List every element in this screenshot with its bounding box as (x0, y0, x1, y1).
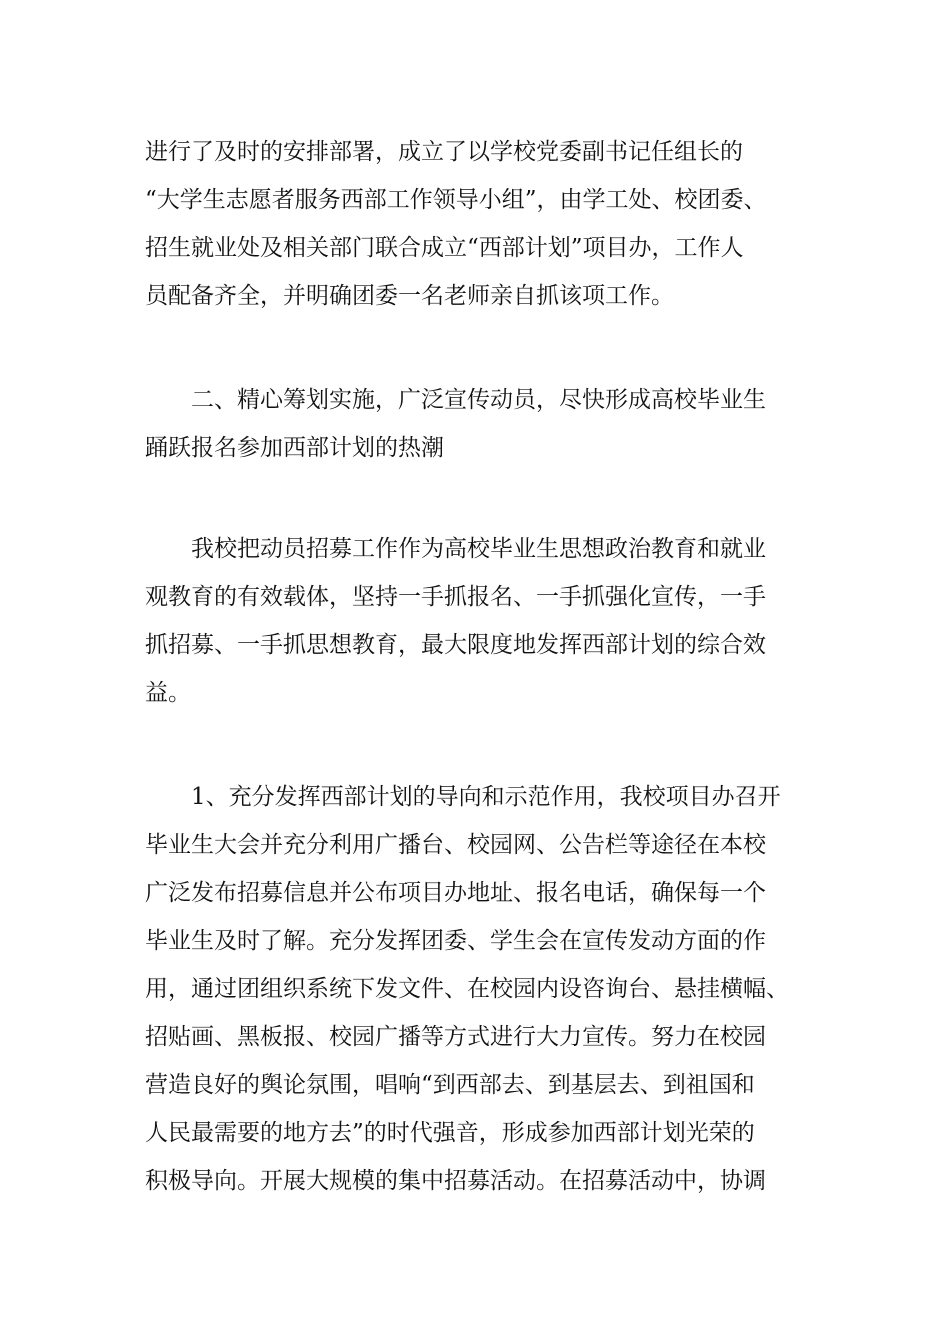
paragraph-line: 广泛发布招募信息并公布项目办地址、报名电话，确保每一个 (145, 880, 766, 906)
paragraph-line: 用，通过团组织系统下发文件、在校园内设咨询台、悬挂横幅、 (145, 976, 789, 1002)
paragraph-3 (145, 525, 815, 717)
heading-line: 踊跃报名参加西部计划的热潮 (145, 435, 444, 461)
section-heading (145, 376, 815, 472)
paragraph-1 (145, 128, 815, 320)
heading-line: 二、精心筹划实施，广泛宣传动员，尽快形成高校毕业生 (191, 387, 766, 413)
paragraph-line: 积极导向。开展大规模的集中招募活动。在招募活动中，协调 (145, 1168, 766, 1194)
paragraph-line: 人民最需要的地方去”的时代强音，形成参加西部计划光荣的 (145, 1120, 755, 1146)
paragraph-line: 我校把动员招募工作作为高校毕业生思想政治教育和就业 (191, 536, 766, 562)
paragraph-line: 毕业生及时了解。充分发挥团委、学生会在宣传发动方面的作 (145, 928, 766, 954)
paragraph-line: 毕业生大会并充分利用广播台、校园网、公告栏等途径在本校 (145, 832, 766, 858)
paragraph-line: 抓招募、一手抓思想教育，最大限度地发挥西部计划的综合效 (145, 632, 766, 658)
paragraph-line: “大学生志愿者服务西部工作领导小组”，由学工处、校团委、 (145, 187, 767, 213)
paragraph-line: 招生就业处及相关部门联合成立“西部计划”项目办，工作人 (145, 235, 744, 261)
paragraph-4 (145, 773, 815, 1205)
paragraph-line: 1、充分发挥西部计划的导向和示范作用，我校项目办召开 (191, 784, 781, 810)
paragraph-line: 员配备齐全，并明确团委一名老师亲自抓该项工作。 (145, 283, 674, 309)
paragraph-line: 观教育的有效载体，坚持一手抓报名、一手抓强化宣传，一手 (145, 584, 766, 610)
paragraph-line: 进行了及时的安排部署，成立了以学校党委副书记任组长的 (145, 139, 743, 165)
paragraph-line: 益。 (145, 680, 191, 706)
paragraph-line: 营造良好的舆论氛围，唱响“到西部去、到基层去、到祖国和 (145, 1072, 755, 1098)
paragraph-line: 招贴画、黑板报、校园广播等方式进行大力宣传。努力在校园 (145, 1024, 766, 1050)
